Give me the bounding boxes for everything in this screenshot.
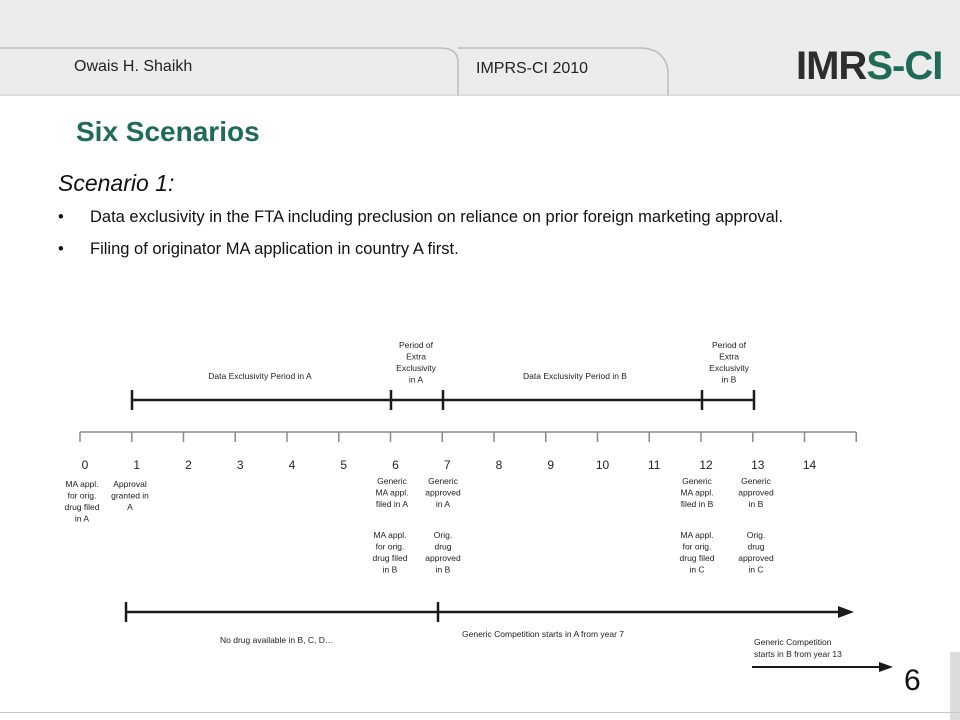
bullet-text: Data exclusivity in the FTA including preclusion on reliance on prior foreign marketing approval. — [90, 208, 784, 226]
event-year-7-top: Generic approved in A — [425, 476, 461, 509]
imprs-ci-logo: IMRS-CI — [796, 44, 943, 88]
bullet-list — [58, 206, 858, 270]
year-label: 14 — [802, 458, 817, 472]
event-year-6-top: Generic MA appl. filed in A — [375, 476, 409, 509]
year-label: 11 — [648, 458, 661, 472]
event-year-0: MA appl. for orig. drug filed in A — [64, 479, 100, 524]
year-label: 7 — [443, 458, 451, 472]
year-label: 10 — [595, 458, 610, 472]
year-label: 2 — [185, 458, 192, 472]
no-drug-label: No drug available in B, C, D… — [220, 635, 334, 645]
bullet-item — [58, 238, 858, 260]
timeline-diagram — [0, 330, 960, 690]
scenario-subtitle: Scenario 1: — [58, 170, 175, 196]
bullet-item — [58, 206, 858, 228]
event-year-6-bottom: MA appl. for orig. drug filed in B — [372, 530, 408, 575]
author-name: Owais H. Shaikh — [74, 58, 193, 75]
conference-name: IMPRS-CI 2010 — [476, 60, 589, 77]
year-label: 1 — [133, 458, 141, 472]
timeline-svg — [0, 330, 960, 690]
year-label: 6 — [392, 458, 399, 472]
page-number: 6 — [904, 664, 921, 697]
year-label: 12 — [699, 458, 713, 472]
slide-edge-bar — [950, 652, 960, 720]
arrow-head — [838, 606, 854, 618]
year-labels — [82, 458, 817, 472]
period-label-extra-b: Period of Extra Exclusivity in B — [709, 340, 749, 385]
period-label-extra-a: Period of Extra Exclusivity in A — [396, 340, 436, 385]
bullet-dot: • — [58, 240, 64, 258]
event-annotations — [65, 476, 774, 575]
bullet-text: Filing of originator MA application in country A first. — [90, 240, 459, 258]
event-year-12-bottom: MA appl. for orig. drug filed in C — [679, 530, 715, 575]
event-year-12-top: Generic MA appl. filed in B — [680, 476, 714, 509]
year-label: 5 — [340, 458, 348, 472]
bullet-dot: • — [58, 208, 64, 226]
year-label: 13 — [751, 458, 765, 472]
event-year-1: Approval granted in A — [111, 479, 149, 512]
arrow-head — [879, 662, 893, 672]
event-year-7-bottom: Orig. drug approved in B — [425, 530, 461, 575]
slide-title: Six Scenarios — [76, 116, 260, 147]
generic-a-label: Generic Competition starts in A from year 7 — [462, 629, 625, 639]
year-label: 3 — [236, 458, 244, 472]
year-label: 4 — [288, 458, 296, 472]
event-year-13-top: Generic approved in B — [738, 476, 774, 509]
generic-b-label: Generic Competition starts in B from year 13 — [754, 637, 842, 659]
year-ticks — [80, 432, 856, 442]
year-label: 8 — [495, 458, 503, 472]
slide-header — [0, 0, 960, 96]
period-label-excl-b: Data Exclusivity Period in B — [523, 371, 627, 381]
footer-divider — [0, 712, 960, 713]
year-label: 9 — [547, 458, 555, 472]
year-label: 0 — [81, 458, 89, 472]
period-label-excl-a: Data Exclusivity Period in A — [208, 371, 312, 381]
event-year-13-bottom: Orig. drug approved in C — [738, 530, 774, 575]
